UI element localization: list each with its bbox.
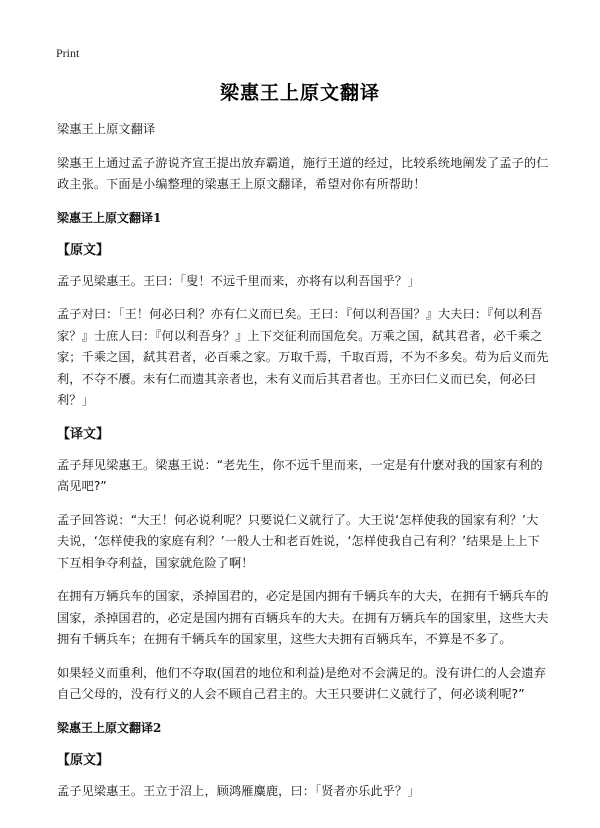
section-1-original-label: 【原文】 [57,242,110,258]
section-2-heading: 梁惠王上原文翻译2 [57,720,162,735]
section-1-heading: 梁惠王上原文翻译1 [57,210,162,225]
intro-paragraph: 梁惠王上通过孟子游说齐宣王提出放弃霸道，施行王道的经过，比较系统地阐发了孟子的仁政主张。下面是小编整理的梁惠王上原文翻译，希望对你有所帮助！ [57,155,549,191]
section-1-translation-p1: 孟子拜见梁惠王。梁惠王说：“老先生，你不远千里而来，一定是有什麽对我的国家有利的高见吧?” [57,457,543,493]
section-1-translation-p3: 在拥有万辆兵车的国家，杀掉国君的，必定是国内拥有千辆兵车的大夫，在拥有千辆兵车的国家，杀掉国君的，必定是国内拥有百辆兵车的大夫。在拥有万辆兵车的国家里，这些大夫拥有千辆兵车；在拥有千辆兵车的国家里，这些大夫拥有百辆兵车，不算是不多了。 [57,589,549,646]
section-1-original-p2: 孟子对曰：「王！何必曰利？亦有仁义而已矣。王曰：『何以利吾国？』大夫曰：『何以利吾家？』士庶人曰：『何以利吾身？』上下交征利而国危矣。万乘之国，弑其君者，必千乘之家；千乘之国，弑其君者，必百乘之家。万取千焉，千取百焉，不为不多矣。苟为后义而先利，不夺不餍。未有仁而遗其亲者也，未有义而后其君者也。王亦曰仁义而已矣，何必曰利？」 [57,307,549,407]
section-1-translation-p4: 如果轻义而重利，他们不夺取(国君的地位和利益)是绝对不会满足的。没有讲仁的人会遗弃自己父母的，没有行义的人会不顾自己君主的。大王只要讲仁义就行了，何必谈利呢?” [57,665,546,701]
article-body [57,119,549,814]
section-2-original-p1: 孟子见梁惠王。王立于沼上，顾鸿雁麋鹿，曰：「贤者亦乐此乎？」 [57,783,420,798]
page-title: 梁惠王上原文翻译 [219,82,380,104]
intro-heading: 梁惠王上原文翻译 [57,122,156,136]
section-1-original-p1: 孟子见梁惠王。王曰：「叟！不远千里而来，亦将有以利吾国乎？」 [57,273,420,288]
print-link[interactable]: Print [56,46,80,60]
section-1-translation-p2: 孟子回答说：“大王！何必说利呢？只要说仁义就行了。大王说‘怎样使我的国家有利？’大夫说，‘怎样使我的家庭有利？’一般人士和老百姓说，‘怎样使我自己有利？’结果是上上下下互相争夺利益，国家就危险了啊！ [57,512,540,570]
section-2-original-label: 【原文】 [57,752,110,768]
section-1-translation-label: 【译文】 [57,426,110,442]
